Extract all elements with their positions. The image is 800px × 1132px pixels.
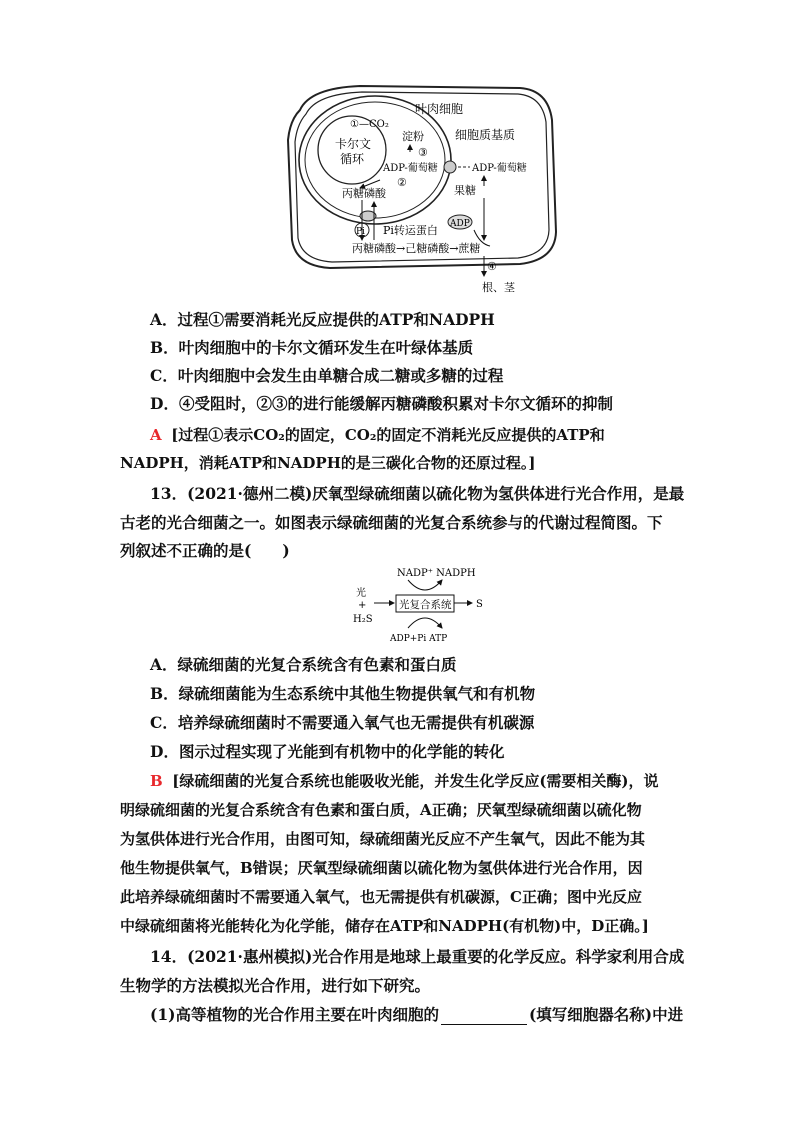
q12-option-a: A．过程①需要消耗光反应提供的ATP和NADPH (150, 310, 495, 329)
q13-stem-line-1: 13．(2021·德州二模)厌氧型绿硫细菌以硫化物为氢供体进行光合作用，是最 (150, 484, 685, 503)
plus-label: + (358, 600, 367, 611)
sulfur-label: S (476, 599, 483, 610)
q12-answer: A (150, 426, 162, 444)
q12-option-d: D．④受阻时，②③的进行能缓解丙糖磷酸积累对卡尔文循环的抑制 (150, 394, 613, 413)
h2s-label: H₂S (353, 614, 373, 625)
q13-stem-line-2: 古老的光合细菌之一。如图表示绿硫细菌的光复合系统参与的代谢过程简图。下 (120, 513, 663, 532)
step4-label: ④ (487, 260, 497, 273)
step3-label: ③ (418, 146, 428, 159)
pi-label: Pi (356, 227, 365, 237)
q13-answer: B (150, 772, 163, 790)
adp-glucose-label-1: ADP-葡萄糖 (383, 163, 438, 174)
calvin-label-2: 循环 (340, 152, 365, 166)
q12-option-b: B．叶肉细胞中的卡尔文循环发生在叶绿体基质 (150, 338, 474, 357)
roots-stems-label: 根、茎 (482, 281, 515, 294)
q14-stem-line-1: 14．(2021·惠州模拟)光合作用是地球上最重要的化学反应。科学家利用合成 (150, 947, 685, 966)
q13-explanation-line-2: 明绿硫细菌的光复合系统含有色素和蛋白质，A正确；厌氧型绿硫细菌以硫化物 (120, 801, 642, 819)
q12-explanation-line-2: NADPH，消耗ATP和NADPH的是三碳化合物的还原过程。] (120, 454, 536, 472)
q13-explanation-line-4: 他生物提供氧气，B错误；厌氧型绿硫细菌以硫化物为氢供体进行光合作用，因 (120, 859, 643, 877)
q12-option-c: C．叶肉细胞中会发生由单糖合成二糖或多糖的过程 (150, 366, 504, 385)
q13-explanation-line-5: 此培养绿硫细菌时不需要通入氧气，也无需提供有机碳源，C正确；图中光反应 (120, 888, 642, 906)
pi-transporter-label: Pi转运蛋白 (383, 224, 438, 237)
q13-explanation-line-3: 为氢供体进行光合作用，由图可知，绿硫细菌光反应不产生氧气，因此不能为其 (120, 830, 646, 848)
nadp-label: NADP⁺ NADPH (397, 568, 476, 579)
q12-explanation-line-1: A [过程①表示CO₂的固定，CO₂的固定不消耗光反应提供的ATP和 (150, 426, 605, 444)
calvin-label-1: 卡尔文 (335, 137, 372, 151)
q14-answer-blank[interactable] (441, 1008, 527, 1025)
adp-pi-atp-label: ADP+Pi ATP (390, 634, 448, 644)
mesophyll-cell-diagram (0, 0, 800, 300)
starch-label: 淀粉 (402, 130, 424, 143)
q14-stem-line-2: 生物学的方法模拟光合作用，进行如下研究。 (120, 976, 431, 995)
bottom-chain-label: 丙糖磷酸→己糖磷酸→蔗糖 (352, 242, 481, 255)
light-label: 光 (356, 588, 366, 599)
adp-glucose-label-2: ADP-葡萄糖 (472, 163, 527, 174)
q13-explanation-line-1: B [绿硫细菌的光复合系统也能吸收光能，并发生化学反应(需要相关酶)，说 (150, 772, 659, 790)
cytoplasm-label: 细胞质基质 (455, 128, 516, 142)
photo-complex-diagram (0, 560, 800, 650)
triose-phosphate-label: 丙糖磷酸 (342, 187, 386, 200)
q13-option-c: C．培养绿硫细菌时不需要通入氧气也无需提供有机碳源 (150, 713, 535, 732)
mesophyll-label: 叶肉细胞 (415, 102, 464, 116)
q13-stem-line-3: 列叙述不正确的是( ) (120, 541, 290, 560)
q13-explanation-line-6: 中绿硫细菌将光能转化为化学能，储存在ATP和NADPH(有机物)中，D正确。] (120, 917, 649, 935)
co2-label: ①—CO₂ (350, 119, 389, 130)
q13-option-d: D．图示过程实现了光能到有机物中的化学能的转化 (150, 742, 505, 761)
q14-sub1: (1)高等植物的光合作用主要在叶肉细胞的 (填写细胞器名称)中进 (150, 1005, 684, 1024)
photo-complex-box-label: 光复合系统 (399, 599, 452, 611)
q13-option-b: B．绿硫细菌能为生态系统中其他生物提供氧气和有机物 (150, 684, 536, 703)
q13-option-a: A．绿硫细菌的光复合系统含有色素和蛋白质 (150, 655, 457, 674)
fructose-label: 果糖 (454, 184, 476, 197)
adp-label: ADP (450, 219, 470, 229)
step2-label: ② (397, 176, 407, 189)
